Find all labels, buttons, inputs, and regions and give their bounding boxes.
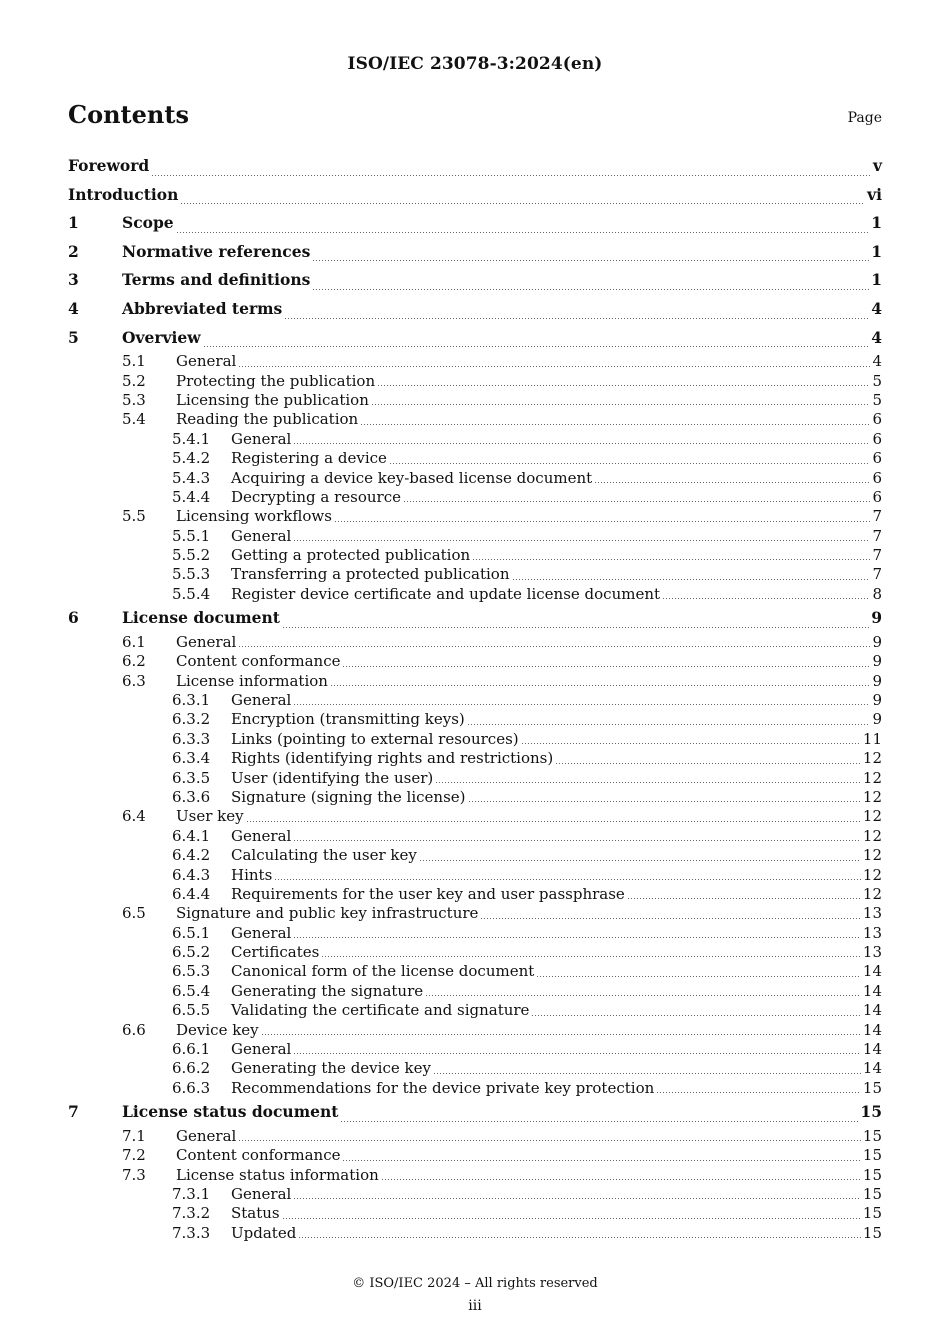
dot-leader [203, 346, 870, 347]
toc-entry-page: 14 [862, 1001, 882, 1020]
toc-entry-page: 9 [872, 632, 882, 651]
toc-entry-page: 15 [862, 1165, 882, 1184]
toc-entry-number: 2 [68, 241, 79, 261]
toc-entry-title: Signature and public key infrastructure [176, 904, 479, 923]
toc-entry[interactable] [68, 391, 882, 410]
dot-leader [377, 385, 870, 386]
toc-entry-title: General [231, 526, 292, 545]
dot-leader [284, 318, 869, 319]
toc-entry-title: Signature (signing the license) [231, 787, 466, 806]
toc-entry-page: v [872, 156, 882, 175]
toc-entry-page: 7 [872, 507, 882, 526]
toc-entry-number: 7 [68, 1102, 79, 1122]
toc-entry[interactable] [68, 1001, 882, 1020]
toc-entry-number: 6.6.2 [172, 1059, 211, 1078]
toc-entry-title: General [176, 352, 237, 371]
toc-entry-title: Calculating the user key [231, 846, 417, 865]
toc-entry-title: Overview [122, 327, 201, 347]
dot-leader [467, 724, 871, 725]
toc-entry[interactable] [68, 788, 882, 807]
toc-entry[interactable] [68, 1166, 882, 1185]
toc-entry[interactable] [68, 209, 882, 238]
dot-leader [371, 404, 871, 405]
dot-leader [594, 482, 870, 483]
toc-entry-number: 6.3.3 [172, 729, 211, 748]
toc-entry-page: 15 [862, 1184, 882, 1203]
toc-entry[interactable] [68, 633, 882, 652]
dot-leader [334, 521, 871, 522]
toc-entry-number: 6.5.5 [172, 1001, 211, 1020]
toc-entry[interactable] [68, 469, 882, 488]
toc-entry-title: Content conformance [176, 1146, 341, 1165]
toc-entry-page: 12 [862, 865, 882, 884]
toc-entry[interactable] [68, 565, 882, 584]
toc-entry-number: 6.5.3 [172, 962, 211, 981]
toc-entry-number: 7.3.3 [172, 1223, 211, 1242]
toc-entry-title: Foreword [68, 156, 150, 175]
toc-entry[interactable] [68, 181, 882, 210]
toc-entry-number: 5.4.2 [172, 449, 211, 468]
toc-entry-title: Requirements for the user key and user passphrase [231, 884, 625, 903]
toc-entry-number: 6.6 [122, 1020, 146, 1039]
toc-entry-title: General [231, 1184, 292, 1203]
toc-entry-page: 4 [871, 298, 882, 318]
toc-entry-page: 9 [872, 652, 882, 671]
toc-entry-page: vi [867, 184, 882, 204]
toc-entry[interactable] [68, 324, 882, 353]
toc-entry-number: 7.1 [122, 1126, 146, 1145]
dot-leader [293, 840, 861, 841]
toc-entry-page: 9 [872, 710, 882, 729]
toc-entry-title: Transferring a protected publication [231, 565, 510, 584]
toc-entry-title: Getting a protected publication [231, 546, 471, 565]
toc-entry-title: License document [122, 608, 280, 628]
dot-leader [282, 627, 869, 628]
toc-entry-page: 7 [872, 526, 882, 545]
toc-entry-title: Generating the signature [231, 981, 424, 1000]
dot-leader [555, 763, 861, 764]
toc-entry[interactable] [68, 507, 882, 526]
copyright-notice: © ISO/IEC 2024 – All rights reserved [352, 1276, 598, 1291]
toc-entry[interactable] [68, 827, 882, 846]
toc-entry[interactable] [68, 904, 882, 923]
toc-entry-title: Device key [176, 1020, 259, 1039]
toc-entry-number: 6.5.1 [172, 923, 211, 942]
toc-entry-title: License status information [176, 1165, 379, 1184]
toc-entry[interactable] [68, 846, 882, 865]
toc-entry-title: Validating the certificate and signature [231, 1001, 530, 1020]
dot-leader [433, 1073, 861, 1074]
toc-entry-page: 6 [872, 487, 882, 506]
toc-entry-page: 1 [871, 213, 882, 233]
toc-entry-title: Certificates [231, 943, 320, 962]
toc-entry[interactable] [68, 924, 882, 943]
dot-leader [480, 918, 860, 919]
toc-entry-title: Licensing the publication [176, 390, 369, 409]
toc-entry-number: 6.5.4 [172, 981, 211, 1000]
dot-leader [293, 704, 870, 705]
dot-leader [662, 598, 870, 599]
page-number: iii [468, 1298, 482, 1314]
toc-entry-page: 9 [872, 691, 882, 709]
toc-entry[interactable] [68, 652, 882, 671]
toc-entry-page: 12 [862, 826, 882, 845]
toc-entry-page: 8 [872, 584, 882, 603]
dot-leader [536, 976, 861, 977]
toc-entry-number: 6.3 [122, 671, 146, 690]
dot-leader [340, 1121, 858, 1122]
toc-entry-number: 6.3.6 [172, 787, 211, 806]
dot-leader [261, 1034, 861, 1035]
toc-entry-number: 5.5.3 [172, 565, 211, 584]
toc-entry-page: 11 [862, 729, 882, 748]
toc-entry-page: 14 [862, 962, 882, 981]
toc-entry-number: 7.3 [122, 1165, 146, 1184]
document-id: ISO/IEC 23078-3:2024(en) [347, 54, 603, 74]
toc-entry-page: 15 [862, 1078, 882, 1097]
toc-entry-page: 12 [862, 807, 882, 826]
toc-entry-page: 13 [862, 943, 882, 962]
toc-entry[interactable] [68, 1079, 882, 1098]
dot-leader [274, 879, 861, 880]
toc-entry-title: Register device certificate and update license document [231, 584, 661, 603]
toc-entry-number: 5.4.3 [172, 468, 211, 487]
toc-entry-title: General [231, 1040, 292, 1059]
dot-leader [176, 232, 870, 233]
toc-entry-page: 5 [872, 390, 882, 409]
toc-entry[interactable] [68, 295, 882, 324]
toc-entry-page: 12 [862, 749, 882, 768]
toc-entry-page: 14 [862, 981, 882, 1000]
toc-entry-title: General [231, 923, 292, 942]
toc-entry-number: 6.4.1 [172, 826, 211, 845]
toc-entry-number: 6.3.5 [172, 768, 211, 787]
dot-leader [330, 685, 871, 686]
toc-entry-page: 6 [872, 429, 882, 448]
toc-entry-number: 6.5.2 [172, 943, 211, 962]
toc-entry[interactable] [68, 866, 882, 885]
toc-entry[interactable] [68, 1204, 882, 1223]
toc-entry-page: 1 [871, 241, 882, 261]
contents-heading: Contents [68, 100, 189, 129]
toc-entry[interactable] [68, 769, 882, 788]
toc-entry[interactable] [68, 962, 882, 981]
toc-entry-page: 6 [872, 410, 882, 429]
toc-entry-number: 4 [68, 298, 79, 318]
toc-entry[interactable] [68, 1059, 882, 1078]
toc-entry-title: Generating the device key [231, 1059, 431, 1078]
toc-entry-page: 12 [862, 846, 882, 865]
toc-entry[interactable] [68, 372, 882, 391]
dot-leader [180, 203, 865, 204]
toc-entry-title: Decrypting a resource [231, 487, 402, 506]
toc-entry-number: 6.4 [122, 807, 146, 826]
toc-entry-number: 6.5 [122, 904, 146, 923]
toc-entry[interactable] [68, 352, 882, 371]
toc-entry-title: Encryption (transmitting keys) [231, 710, 465, 729]
toc-entry-title: General [176, 632, 237, 651]
dot-leader [468, 801, 861, 802]
toc-entry[interactable] [68, 807, 882, 826]
dot-leader [656, 1092, 861, 1093]
toc-entry[interactable] [68, 749, 882, 768]
dot-leader [472, 559, 870, 560]
toc-entry-title: Updated [231, 1223, 297, 1242]
toc-entry[interactable] [68, 1098, 882, 1127]
toc-entry[interactable] [68, 546, 882, 565]
toc-entry-title: General [231, 429, 292, 448]
toc-entry-page: 7 [872, 546, 882, 565]
toc-entry-title: User (identifying the user) [231, 768, 434, 787]
toc-entry-title: Content conformance [176, 652, 341, 671]
toc-entry-page: 15 [862, 1204, 882, 1223]
dot-leader [512, 579, 871, 580]
toc-entry-number: 6.4.2 [172, 846, 211, 865]
toc-entry-title: Registering a device [231, 449, 387, 468]
dot-leader [293, 1198, 861, 1199]
toc-entry-number: 6.6.1 [172, 1040, 211, 1059]
toc-entry-title: General [176, 1126, 237, 1145]
dot-leader [389, 463, 871, 464]
toc-entry-number: 5.3 [122, 390, 146, 409]
toc-entry-number: 6.4.3 [172, 865, 211, 884]
dot-leader [246, 821, 861, 822]
toc-entry-number: 7.3.1 [172, 1184, 211, 1203]
toc-entry-title: Abbreviated terms [122, 298, 283, 318]
toc-entry-title: Terms and definitions [122, 270, 311, 290]
toc-entry-number: 5.2 [122, 371, 146, 390]
toc-entry-number: 5.5 [122, 507, 146, 526]
toc-entry-page: 4 [871, 327, 882, 347]
toc-entry-page: 14 [862, 1040, 882, 1059]
toc-entry-page: 15 [860, 1102, 882, 1122]
toc-entry[interactable] [68, 1127, 882, 1146]
toc-entry[interactable] [68, 943, 882, 962]
toc-entry[interactable] [68, 1021, 882, 1040]
dot-leader [425, 995, 861, 996]
dot-leader [419, 860, 861, 861]
toc-entry-title: Canonical form of the license document [231, 962, 535, 981]
toc-entry-page: 5 [872, 371, 882, 390]
toc-entry-title: Hints [231, 865, 273, 884]
toc-entry-title: Links (pointing to external resources) [231, 729, 519, 748]
toc-entry-page: 7 [872, 565, 882, 584]
toc-entry-number: 5 [68, 327, 79, 347]
toc-entry-number: 6.1 [122, 632, 146, 651]
dot-leader [403, 501, 870, 502]
toc-entry-page: 12 [862, 768, 882, 787]
toc-entry-page: 1 [871, 270, 882, 290]
dot-leader [312, 289, 869, 290]
toc-entry-page: 12 [862, 787, 882, 806]
table-of-contents [68, 152, 882, 1243]
toc-entry-title: Normative references [122, 241, 311, 261]
dot-leader [435, 782, 861, 783]
toc-entry-page: 9 [872, 671, 882, 690]
toc-entry-number: 5.4.4 [172, 487, 211, 506]
page-column-label: Page [847, 110, 882, 126]
toc-entry-number: 5.1 [122, 352, 146, 371]
toc-entry-number: 1 [68, 213, 79, 233]
toc-entry[interactable] [68, 238, 882, 267]
toc-entry-page: 14 [862, 1059, 882, 1078]
toc-entry[interactable] [68, 410, 882, 429]
dot-leader [312, 260, 869, 261]
dot-leader [627, 898, 861, 899]
toc-entry[interactable] [68, 585, 882, 604]
toc-entry-title: License status document [122, 1102, 339, 1122]
dot-leader [298, 1237, 861, 1238]
dot-leader [381, 1179, 861, 1180]
dot-leader [521, 743, 861, 744]
toc-entry[interactable] [68, 672, 882, 691]
toc-entry-page: 13 [862, 904, 882, 923]
toc-entry[interactable] [68, 152, 882, 181]
toc-entry-number: 6.3.2 [172, 710, 211, 729]
dot-leader [360, 424, 870, 425]
dot-leader [151, 175, 871, 176]
toc-entry-page: 4 [872, 352, 882, 371]
dot-leader [238, 366, 870, 367]
dot-leader [342, 1160, 860, 1161]
toc-entry-number: 6.4.4 [172, 884, 211, 903]
toc-entry-title: License information [176, 671, 328, 690]
toc-entry[interactable] [68, 710, 882, 729]
dot-leader [293, 1053, 861, 1054]
toc-entry-page: 15 [862, 1146, 882, 1165]
dot-leader [293, 443, 870, 444]
toc-entry-number: 5.5.2 [172, 546, 211, 565]
toc-entry-number: 5.5.1 [172, 526, 211, 545]
toc-entry-title: Recommendations for the device private key protection [231, 1078, 655, 1097]
toc-entry-page: 9 [871, 608, 882, 628]
toc-entry-number: 7.2 [122, 1146, 146, 1165]
toc-entry[interactable] [68, 266, 882, 295]
toc-entry-page: 15 [862, 1126, 882, 1145]
toc-entry-number: 5.4.1 [172, 429, 211, 448]
dot-leader [238, 646, 870, 647]
toc-entry-page: 6 [872, 449, 882, 468]
toc-entry[interactable] [68, 1224, 882, 1243]
toc-entry-title: Rights (identifying rights and restrictions) [231, 749, 554, 768]
toc-entry[interactable] [68, 1185, 882, 1204]
toc-entry[interactable] [68, 604, 882, 633]
dot-leader [238, 1140, 861, 1141]
toc-entry-page: 13 [862, 923, 882, 942]
toc-entry-title: Introduction [68, 184, 179, 204]
dot-leader [321, 956, 861, 957]
toc-entry-title: Licensing workflows [176, 507, 332, 526]
toc-entry-page: 15 [862, 1223, 882, 1242]
dot-leader [293, 937, 861, 938]
toc-entry-number: 6.3.1 [172, 691, 211, 709]
toc-entry[interactable] [68, 449, 882, 468]
toc-entry-title: Protecting the publication [176, 371, 376, 390]
toc-entry-number: 5.5.4 [172, 584, 211, 603]
toc-entry[interactable] [68, 885, 882, 904]
toc-entry[interactable] [68, 691, 882, 710]
dot-leader [531, 1015, 860, 1016]
dot-leader [282, 1218, 861, 1219]
toc-entry[interactable] [68, 982, 882, 1001]
dot-leader [293, 540, 870, 541]
toc-entry-title: User key [176, 807, 244, 826]
toc-entry-number: 7.3.2 [172, 1204, 211, 1223]
toc-entry-number: 6 [68, 608, 79, 628]
toc-entry-title: Reading the publication [176, 410, 359, 429]
toc-entry-page: 6 [872, 468, 882, 487]
toc-entry-number: 6.6.3 [172, 1078, 211, 1097]
toc-entry-title: General [231, 826, 292, 845]
toc-entry[interactable] [68, 1146, 882, 1165]
toc-entry-title: General [231, 691, 292, 709]
toc-entry[interactable] [68, 1040, 882, 1059]
toc-entry-page: 14 [862, 1020, 882, 1039]
toc-entry[interactable] [68, 527, 882, 546]
toc-entry-page: 12 [862, 884, 882, 903]
toc-entry-number: 6.2 [122, 652, 146, 671]
toc-entry-title: Status [231, 1204, 280, 1223]
toc-entry-title: Scope [122, 213, 174, 233]
toc-entry-title: Acquiring a device key-based license document [231, 468, 593, 487]
toc-entry-number: 3 [68, 270, 79, 290]
toc-entry[interactable] [68, 730, 882, 749]
toc-entry-number: 6.3.4 [172, 749, 211, 768]
dot-leader [342, 666, 870, 667]
toc-entry[interactable] [68, 430, 882, 449]
toc-entry[interactable] [68, 488, 882, 507]
toc-entry-number: 5.4 [122, 410, 146, 429]
